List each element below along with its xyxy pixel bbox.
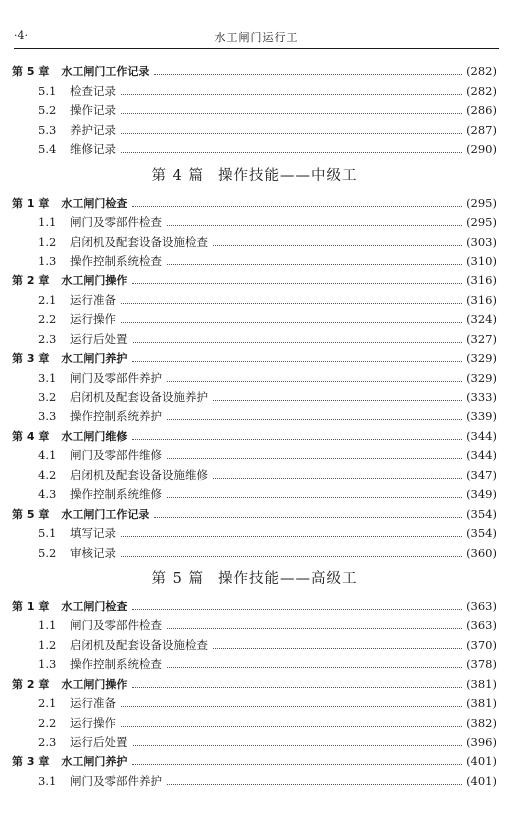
section-number: 2.1	[38, 696, 57, 711]
section-title: 维修记录	[70, 142, 116, 157]
toc-chapter-entry[interactable]	[12, 269, 497, 288]
page-reference: (401)	[466, 773, 497, 788]
page-reference: (310)	[466, 253, 497, 268]
page-reference: (329)	[466, 351, 497, 366]
page-reference: (360)	[466, 545, 497, 560]
dot-leader	[121, 152, 462, 153]
dot-leader	[132, 361, 462, 362]
section-title: 检查记录	[70, 83, 116, 98]
chapter-title: 水工闸门检查	[61, 196, 128, 210]
chapter-number: 第 5 章	[12, 507, 50, 521]
dot-leader	[133, 745, 463, 746]
toc-section-entry[interactable]	[12, 711, 497, 730]
dot-leader	[167, 458, 462, 459]
section-title: 运行准备	[70, 292, 116, 307]
section-number: 2.1	[38, 292, 57, 307]
toc-chapter-entry[interactable]	[12, 502, 497, 521]
section-number: 4.3	[38, 487, 57, 502]
toc-section-entry[interactable]	[12, 366, 497, 385]
dot-leader	[167, 225, 462, 226]
section-number: 1.3	[38, 253, 57, 268]
dot-leader	[167, 497, 462, 498]
section-number: 2.2	[38, 312, 57, 327]
part-heading	[12, 157, 497, 191]
dot-leader	[167, 264, 462, 265]
toc-chapter-entry[interactable]	[12, 347, 497, 366]
dot-leader	[167, 667, 462, 668]
section-number: 1.2	[38, 637, 57, 652]
section-number: 2.2	[38, 715, 57, 730]
section-number: 5.1	[38, 526, 57, 541]
chapter-title: 水工闸门工作记录	[61, 507, 150, 521]
dot-leader	[121, 726, 462, 727]
chapter-number: 第 3 章	[12, 352, 50, 366]
chapter-number: 第 2 章	[12, 677, 50, 691]
section-title: 启闭机及配套设备设施养护	[70, 390, 208, 404]
section-number: 1.1	[38, 618, 57, 633]
section-number: 3.1	[38, 773, 57, 788]
page-reference: (290)	[466, 142, 497, 157]
table-of-contents	[12, 60, 497, 789]
section-title: 闸门及零部件检查	[70, 618, 162, 633]
section-number: 2.3	[38, 331, 57, 346]
page-reference: (339)	[466, 409, 497, 424]
toc-section-entry[interactable]	[12, 288, 497, 307]
dot-leader	[121, 706, 462, 707]
part-number: 第 4 篇	[151, 167, 204, 184]
page-number: ·4·	[14, 29, 28, 42]
chapter-number: 第 4 章	[12, 429, 50, 443]
section-title: 启闭机及配套设备设施检查	[70, 234, 208, 249]
dot-leader	[213, 245, 462, 246]
section-title: 运行后处置	[70, 735, 128, 749]
dot-leader	[121, 303, 462, 304]
running-title: 水工闸门运行工	[214, 31, 299, 44]
page-reference: (381)	[466, 676, 497, 691]
chapter-title: 水工闸门检查	[61, 599, 128, 613]
chapter-title: 水工闸门养护	[61, 755, 128, 769]
section-number: 3.1	[38, 370, 57, 385]
dot-leader	[213, 400, 462, 401]
toc-section-entry[interactable]	[12, 308, 497, 327]
toc-section-entry[interactable]	[12, 633, 497, 652]
page-reference: (295)	[466, 195, 497, 210]
section-number: 5.2	[38, 103, 57, 118]
page-reference: (347)	[466, 467, 497, 482]
dot-leader	[132, 206, 462, 207]
page-reference: (324)	[466, 312, 497, 327]
section-title: 启闭机及配套设备设施维修	[70, 467, 208, 482]
section-title: 审核记录	[70, 545, 116, 560]
part-number: 第 5 篇	[151, 571, 204, 587]
dot-leader	[121, 556, 462, 557]
section-title: 运行操作	[70, 312, 116, 327]
dot-leader	[121, 322, 462, 323]
section-title: 操作控制系统维修	[70, 487, 162, 502]
toc-chapter-entry[interactable]	[12, 595, 497, 614]
toc-chapter-entry[interactable]	[12, 750, 497, 769]
section-number: 5.1	[38, 83, 57, 98]
chapter-number: 第 5 章	[12, 65, 50, 79]
section-title: 操作控制系统检查	[70, 657, 162, 672]
toc-section-entry[interactable]	[12, 250, 497, 269]
dot-leader	[213, 478, 462, 479]
toc-chapter-entry[interactable]	[12, 60, 497, 79]
section-number: 1.2	[38, 234, 57, 249]
page-reference: (363)	[466, 618, 497, 633]
page-reference: (370)	[466, 637, 497, 652]
toc-section-entry[interactable]	[12, 230, 497, 249]
section-title: 填写记录	[70, 526, 116, 541]
page-reference: (344)	[466, 428, 497, 443]
toc-section-entry[interactable]	[12, 692, 497, 711]
dot-leader	[121, 94, 462, 95]
toc-section-entry[interactable]	[12, 327, 497, 346]
dot-leader	[167, 628, 462, 629]
chapter-number: 第 1 章	[12, 599, 50, 613]
toc-section-entry[interactable]	[12, 99, 497, 118]
page-reference: (303)	[466, 234, 497, 249]
chapter-number: 第 1 章	[12, 196, 50, 210]
page-reference: (363)	[466, 598, 497, 613]
section-title: 运行准备	[70, 696, 116, 711]
part-title: 操作技能——中级工	[217, 167, 358, 184]
section-number: 1.1	[38, 215, 57, 230]
page-reference: (286)	[466, 103, 497, 118]
page-reference: (282)	[466, 64, 497, 79]
page-reference: (354)	[466, 506, 497, 521]
chapter-title: 水工闸门养护	[61, 352, 128, 366]
page-reference: (333)	[466, 390, 497, 404]
section-title: 运行后处置	[70, 331, 128, 346]
section-title: 闸门及零部件养护	[70, 773, 162, 788]
chapter-number: 第 3 章	[12, 755, 50, 769]
dot-leader	[121, 113, 462, 114]
dot-leader	[154, 517, 462, 518]
section-number: 4.1	[38, 448, 57, 463]
toc-section-entry[interactable]	[12, 463, 497, 482]
chapter-title: 水工闸门操作	[61, 677, 128, 691]
part-title: 操作技能——高级工	[217, 571, 358, 587]
section-number: 3.3	[38, 409, 57, 424]
dot-leader	[132, 687, 462, 688]
toc-section-entry[interactable]	[12, 522, 497, 541]
dot-leader	[213, 648, 462, 649]
page-reference: (381)	[466, 696, 497, 711]
page-reference: (327)	[466, 331, 497, 346]
dot-leader	[132, 609, 462, 610]
toc-section-entry[interactable]	[12, 211, 497, 230]
dot-leader	[132, 764, 462, 765]
toc-section-entry[interactable]	[12, 541, 497, 560]
page-reference: (282)	[466, 83, 497, 98]
section-title: 闸门及零部件检查	[70, 215, 162, 230]
section-number: 2.3	[38, 735, 57, 749]
chapter-title: 水工闸门工作记录	[61, 65, 150, 79]
page-reference: (382)	[466, 715, 497, 730]
page-reference: (396)	[466, 735, 497, 749]
chapter-title: 水工闸门操作	[61, 274, 128, 288]
page-reference: (354)	[466, 526, 497, 541]
dot-leader	[154, 74, 462, 75]
chapter-number: 第 2 章	[12, 274, 50, 288]
page-reference: (316)	[466, 292, 497, 307]
page-reference: (378)	[466, 657, 497, 672]
toc-section-entry[interactable]	[12, 79, 497, 98]
section-number: 4.2	[38, 467, 57, 482]
section-number: 5.4	[38, 142, 57, 157]
chapter-title: 水工闸门维修	[61, 429, 128, 443]
section-number: 1.3	[38, 657, 57, 672]
toc-section-entry[interactable]	[12, 769, 497, 788]
dot-leader	[167, 381, 462, 382]
toc-chapter-entry[interactable]	[12, 672, 497, 691]
toc-section-entry[interactable]	[12, 138, 497, 157]
section-title: 操作记录	[70, 103, 116, 118]
dot-leader	[132, 283, 462, 284]
toc-section-entry[interactable]	[12, 118, 497, 137]
toc-section-entry[interactable]	[12, 444, 497, 463]
toc-section-entry[interactable]	[12, 405, 497, 424]
page-reference: (344)	[466, 448, 497, 463]
page-reference: (287)	[466, 122, 497, 137]
page-reference: (316)	[466, 273, 497, 288]
toc-section-entry[interactable]	[12, 483, 497, 502]
section-title: 闸门及零部件养护	[70, 370, 162, 385]
dot-leader	[167, 784, 462, 785]
toc-section-entry[interactable]	[12, 731, 497, 750]
toc-section-entry[interactable]	[12, 614, 497, 633]
section-number: 5.2	[38, 545, 57, 560]
section-title: 运行操作	[70, 715, 116, 730]
dot-leader	[121, 133, 462, 134]
page-reference: (401)	[466, 754, 497, 769]
section-number: 5.3	[38, 122, 57, 137]
dot-leader	[133, 342, 463, 343]
toc-chapter-entry[interactable]	[12, 424, 497, 443]
section-title: 启闭机及配套设备设施检查	[70, 637, 208, 652]
toc-section-entry[interactable]	[12, 386, 497, 405]
toc-section-entry[interactable]	[12, 653, 497, 672]
section-title: 养护记录	[70, 122, 116, 137]
page-reference: (349)	[466, 487, 497, 502]
section-title: 操作控制系统养护	[70, 409, 162, 424]
dot-leader	[132, 439, 462, 440]
section-title: 闸门及零部件维修	[70, 448, 162, 463]
section-title: 操作控制系统检查	[70, 253, 162, 268]
dot-leader	[167, 419, 462, 420]
section-number: 3.2	[38, 390, 57, 404]
toc-chapter-entry[interactable]	[12, 191, 497, 210]
part-heading	[12, 561, 497, 595]
dot-leader	[121, 536, 462, 537]
page-reference: (295)	[466, 215, 497, 230]
page-reference: (329)	[466, 370, 497, 385]
running-header	[14, 26, 499, 49]
